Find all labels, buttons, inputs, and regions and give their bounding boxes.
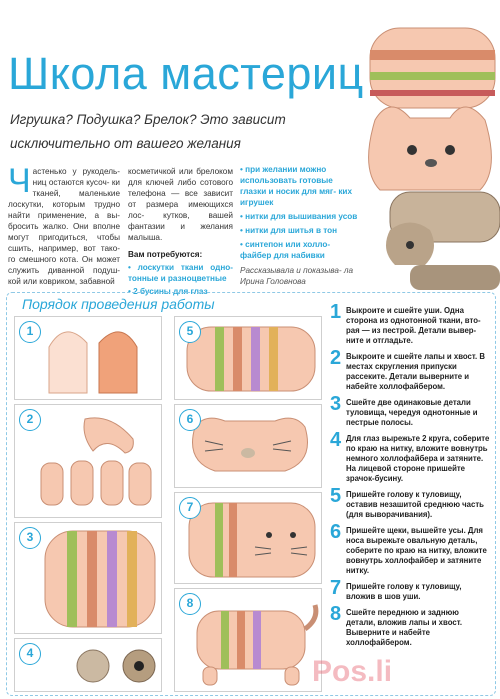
panel-number: 7 xyxy=(179,497,201,519)
step-item: 6 Пришейте щеки, вышейте усы. Для носа вырежьте овальную деталь, соберите по краю на нитку, вложите вовнутрь холлофайбер и затяните нитку. xyxy=(330,521,487,575)
steps-list xyxy=(330,301,490,654)
intro-column-1 xyxy=(8,162,120,287)
step-item: 2 Выкроите и сшейте лапы и хвост. В местах скругления припуски рассеките. Детали выверните и набейте холлофайбером. xyxy=(330,347,485,391)
page-subtitle: Игрушка? Подушка? Брелок? Это зависит исключительно от вашего желания xyxy=(10,112,286,151)
dropcap: Ч xyxy=(8,162,31,200)
step-item: 5 Пришейте голову к туловищу, оставив незашитой среднюю часть (для выворачивания). xyxy=(330,485,484,519)
panel-number: 2 xyxy=(19,409,41,431)
step-item: 8 Сшейте переднюю и заднюю детали, вложив лапы и хвост. Выверните и набейте холлофайбером. xyxy=(330,603,463,647)
hero-toy-image xyxy=(350,0,500,290)
panel-number: 8 xyxy=(179,593,201,615)
step-panel-6 xyxy=(174,404,322,488)
panel-number: 6 xyxy=(179,409,201,431)
step-panel-2 xyxy=(14,404,162,518)
author-credit: Рассказывала и показыва- ла Ирина Головнова xyxy=(240,266,354,286)
material-item: • нитки для шитья в тон xyxy=(240,226,338,235)
panel-number: 5 xyxy=(179,321,201,343)
material-item: • 2 бусины для глаз xyxy=(128,287,208,296)
panel-number: 4 xyxy=(19,643,41,665)
step-panel-4 xyxy=(14,638,162,692)
panel-number: 1 xyxy=(19,321,41,343)
step-panel-3 xyxy=(14,522,162,634)
material-item: • синтепон или холло- файбер для набивки xyxy=(240,240,331,260)
materials-title: Вам потребуются: xyxy=(128,250,203,259)
material-item: • нитки для вышивания усов xyxy=(240,212,358,221)
step-panel-7 xyxy=(174,492,322,584)
watermark: Pos.li xyxy=(312,655,393,688)
section-title: Порядок проведения работы xyxy=(18,296,219,312)
intro-column-3 xyxy=(240,164,360,287)
panel-number: 3 xyxy=(19,527,41,549)
intro-text-2: косметичкой или брелоком для ключей либо сотового телефона — все зависит от размера имеющихся лос- кутков, вашей фантазии и желания малыша. xyxy=(128,167,233,242)
material-item: • лоскутки ткани одно- тонные и разноцветные xyxy=(128,263,233,283)
step-panel-5 xyxy=(174,316,322,400)
step-item: 1 Выкроите и сшейте уши. Одна сторона из однотонной ткани, вто- рая — из пестрой. Детали вывер- ните и отгладьте. xyxy=(330,301,481,345)
step-item: 3 Сшейте две одинаковые детали туловища, чередуя однотонные и пестрые полосы. xyxy=(330,393,478,427)
step-panel-8 xyxy=(174,588,322,692)
step-item: 4 Для глаз вырежьте 2 круга, соберите по краю на нитку, вложите вовнутрь немного холлофайбера и затяните. На лицевой стороне пришейте зрачок-бусину. xyxy=(330,429,490,483)
intro-column-2 xyxy=(128,166,233,297)
intro-text-1: астенько у рукодель- ниц остаются кусоч- ки тканей, маленькие лоскутки, которым трудно найти применение, а вы- бросить жалко. Они вполне могут пригодиться, чтобы сшить, например, вот тако- го смешного кота. Он может служить диванной подуш- кой или ковриком, забавной xyxy=(8,167,120,286)
step-panel-1 xyxy=(14,316,162,400)
page-title: Школа мастериц xyxy=(8,48,364,99)
material-item: • при желании можно использовать готовые глазки и носик для мяг- ких игрушек xyxy=(240,165,353,207)
step-item: 7 Пришейте голову к туловищу, вложив в шов уши. xyxy=(330,577,462,601)
